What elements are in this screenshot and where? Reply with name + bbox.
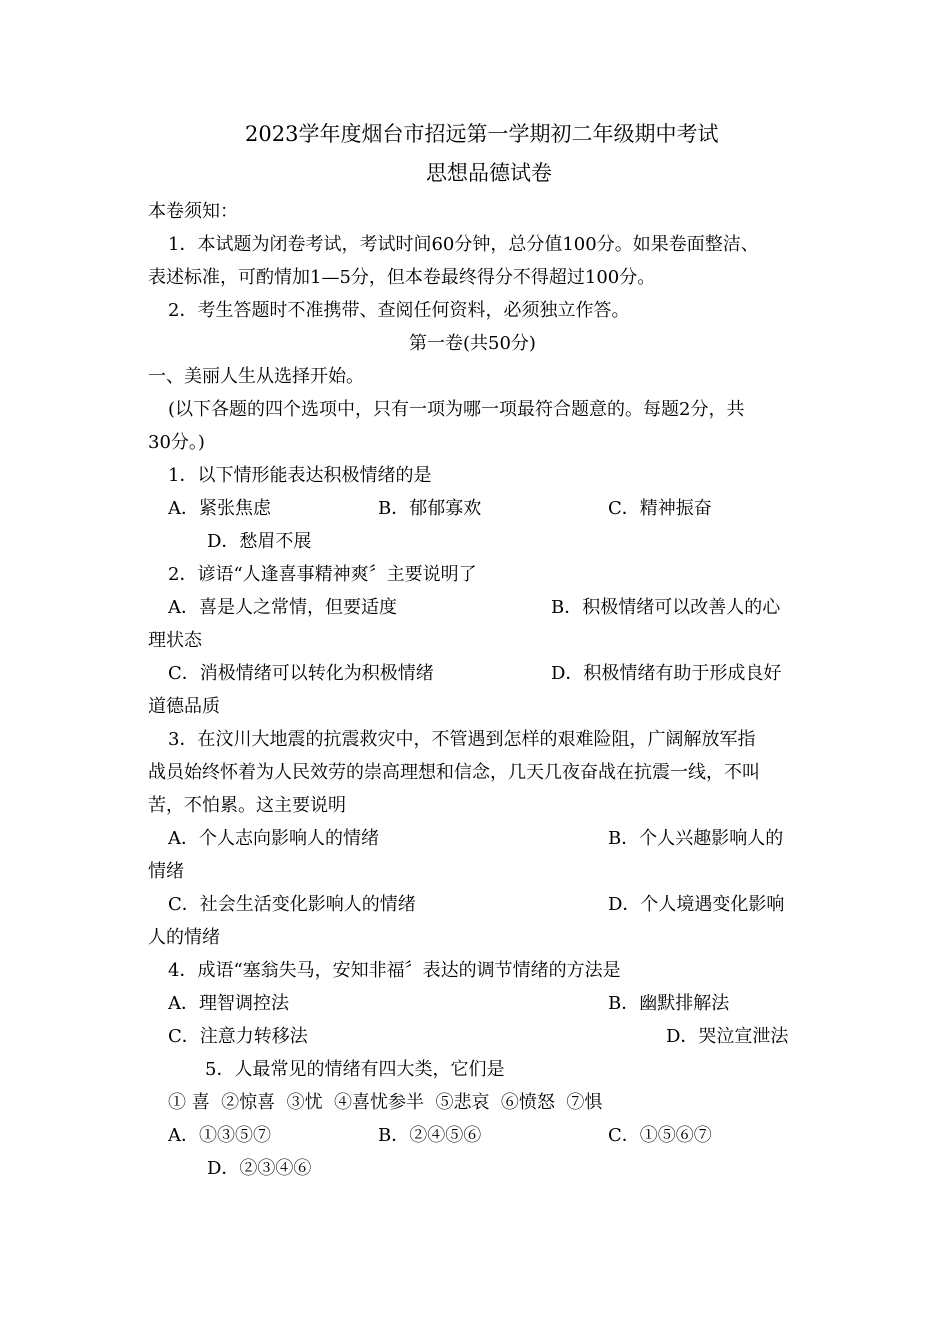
question-2-option-a: A．喜是人之常情，但要适度 xyxy=(168,597,397,618)
question-3-option-d: D．个人境遇变化影响 xyxy=(608,894,785,915)
question-3-option-b-wrap: 情绪 xyxy=(148,861,184,882)
question-1-stem: 1．以下情形能表达积极情绪的是 xyxy=(168,465,432,486)
section-instruction-line-1: (以下各题的四个选项中，只有一项为哪一项最符合题意的。每题2分，共 xyxy=(168,399,745,420)
question-4-option-a: A．理智调控法 xyxy=(168,993,289,1014)
exam-subtitle: 思想品德试卷 xyxy=(426,161,552,185)
question-4-stem: 4．成语“塞翁失马，安知非福〞表达的调节情绪的方法是 xyxy=(168,960,621,981)
question-3-option-d-wrap: 人的情绪 xyxy=(148,927,220,948)
question-2-option-d: D．积极情绪有助于形成良好 xyxy=(551,663,782,684)
question-2-option-b-wrap: 理状态 xyxy=(148,630,202,651)
question-2-option-d-wrap: 道德品质 xyxy=(148,696,220,717)
section-instruction-line-2: 30分。) xyxy=(148,432,205,453)
question-3-option-a: A．个人志向影响人的情绪 xyxy=(168,828,379,849)
question-5-option-a: A．①③⑤⑦ xyxy=(168,1125,271,1146)
notice-item-1-line-1: 1．本试题为闭卷考试，考试时间60分钟，总分值100分。如果卷面整洁、 xyxy=(168,234,759,255)
notice-item-1-line-2: 表述标准，可酌情加1—5分，但本卷最终得分不得超过100分。 xyxy=(148,267,656,288)
question-3-option-c: C．社会生活变化影响人的情绪 xyxy=(168,894,416,915)
question-5-option-d: D．②③④⑥ xyxy=(207,1158,312,1179)
question-3-stem-line-2: 战员始终怀着为人民效劳的崇高理想和信念，几天几夜奋战在抗震一线，不叫 xyxy=(148,762,760,783)
question-1-option-c: C．精神振奋 xyxy=(608,498,712,519)
question-1-option-b: B．郁郁寡欢 xyxy=(378,498,482,519)
question-3-option-b: B．个人兴趣影响人的 xyxy=(608,828,784,849)
question-4-option-b: B．幽默排解法 xyxy=(608,993,730,1014)
notice-heading: 本卷须知： xyxy=(148,201,238,222)
question-2-option-c: C．消极情绪可以转化为积极情绪 xyxy=(168,663,434,684)
question-4-option-c: C．注意力转移法 xyxy=(168,1026,308,1047)
part-heading: 第一卷(共50分) xyxy=(409,333,536,354)
exam-title: 2023学年度烟台市招远第一学期初二年级期中考试 xyxy=(245,122,719,146)
question-5-stem: 5．人最常见的情绪有四大类，它们是 xyxy=(205,1059,505,1080)
question-1-option-a: A．紧张焦虑 xyxy=(168,498,271,519)
question-3-stem-line-3: 苦，不怕累。这主要说明 xyxy=(148,795,346,816)
question-5-option-b: B．②④⑤⑥ xyxy=(378,1125,482,1146)
question-5-option-c: C．①⑤⑥⑦ xyxy=(608,1125,712,1146)
section-heading: 一、美丽人生从选择开始。 xyxy=(148,366,364,387)
question-5-items: ① 喜 ②惊喜 ③忧 ④喜忧参半 ⑤悲哀 ⑥愤怒 ⑦惧 xyxy=(168,1092,603,1113)
question-2-stem: 2．谚语“人逢喜事精神爽〞主要说明了 xyxy=(168,564,477,585)
question-3-stem-line-1: 3．在汶川大地震的抗震救灾中，不管遇到怎样的艰难险阻，广阔解放军指 xyxy=(168,729,756,750)
question-1-option-d: D．愁眉不展 xyxy=(207,531,312,552)
notice-item-2: 2．考生答题时不准携带、查阅任何资料，必须独立作答。 xyxy=(168,300,630,321)
question-2-option-b: B．积极情绪可以改善人的心 xyxy=(551,597,781,618)
question-4-option-d: D．哭泣宣泄法 xyxy=(666,1026,789,1047)
